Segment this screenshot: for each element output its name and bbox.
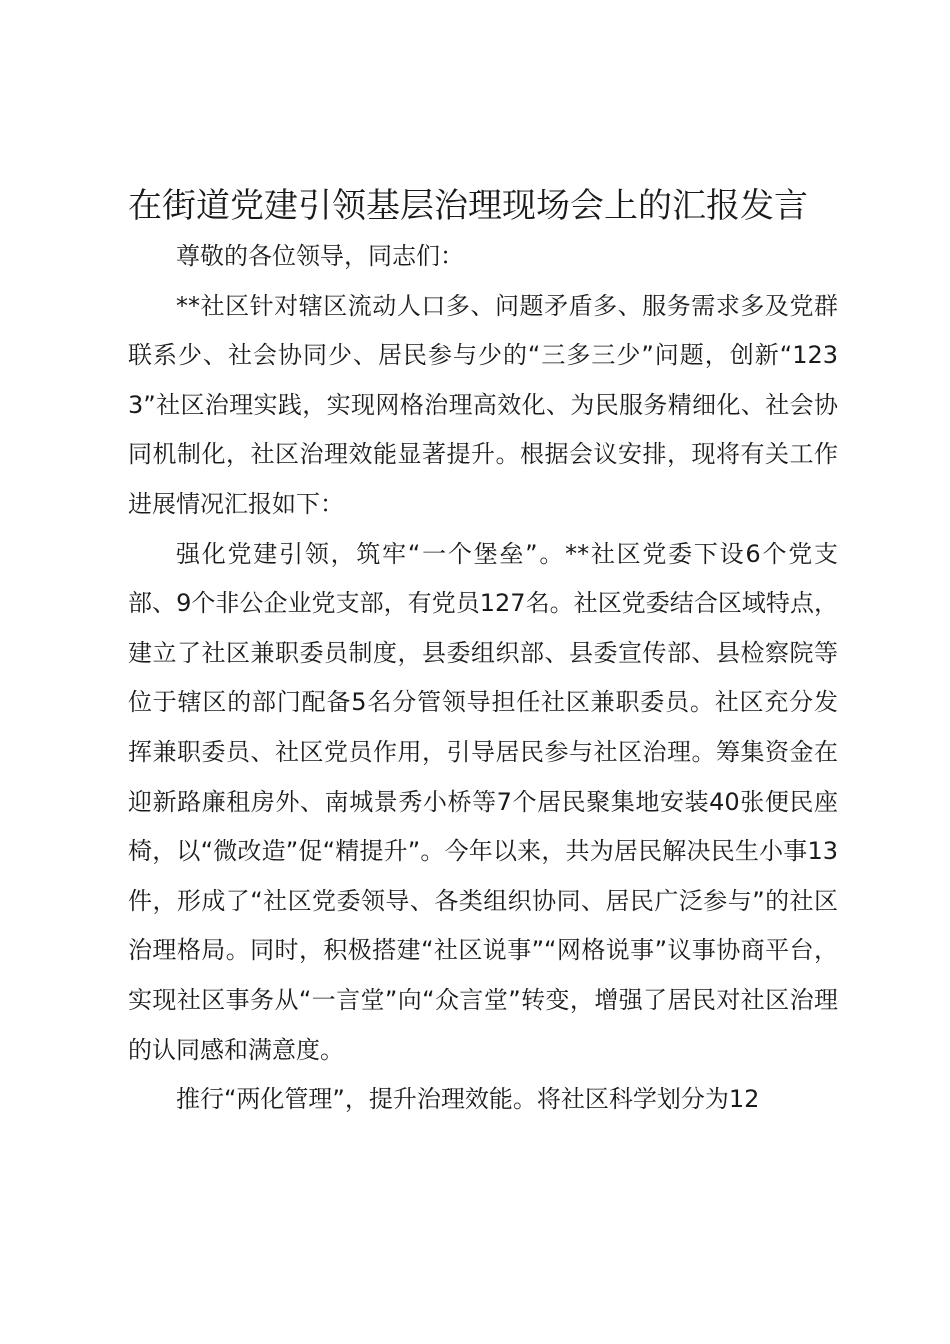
salutation: 尊敬的各位领导，同志们： (176, 242, 464, 270)
paragraph-party-building: 强化党建引领，筑牢“一个堡垒”。**社区党委下设6个党支部、9个非公企业党支部，有党员127名。社区党委结合区域特点，建立了社区兼职委员制度，县委组织部、县委宣传部、县检察院等位于辖区的部门配备5名分管领导担任社区兼职委员。社区充分发挥兼职委员、社区党员作用，引导居民参与社区治理。筹集资金在迎新路廉租房外、南城景秀小桥等7个居民聚集地安装40张便民座椅，以“微改造”促“精提升”。今年以来，共为居民解决民生小事13件，形成了“社区党委领导、各类组织协同、居民广泛参与”的社区治理格局。同时，积极搭建“社区说事”“网格说事”议事协商平台，实现社区事务从“一言堂”向“众言堂”转变，增强了居民对社区治理的认同感和满意度。 (128, 539, 838, 1064)
document-body (128, 232, 838, 1125)
document-title: 在街道党建引领基层治理现场会上的汇报发言 (128, 186, 808, 226)
paragraph-management: 推行“两化管理”，提升治理效能。将社区科学划分为12 (176, 1085, 760, 1114)
paragraph-intro: **社区针对辖区流动人口多、问题矛盾多、服务需求多及党群联系少、社会协同少、居民参与少的“三多三少”问题，创新“1233”社区治理实践，实现网格治理高效化、为民服务精细化、社会协同机制化，社区治理效能显著提升。根据会议安排，现将有关工作进展情况汇报如下： (128, 291, 838, 518)
